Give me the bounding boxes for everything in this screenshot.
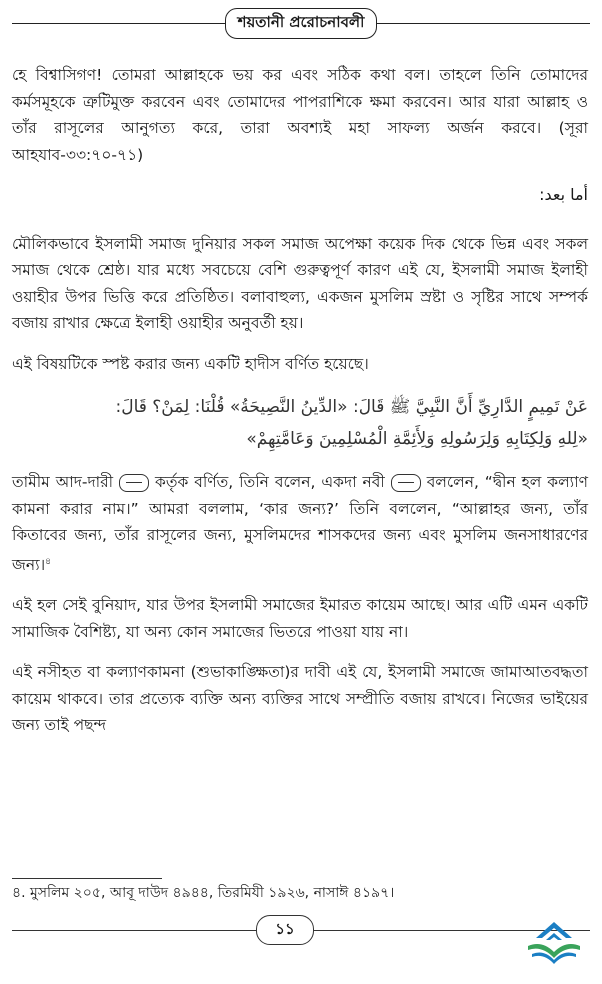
paragraph-hadith-intro: এই বিষয়টিকে স্পষ্ট করার জন্য একটি হাদীস বর্ণিত হয়েছে।: [12, 354, 369, 373]
paragraph-foundation: এই হল সেই বুনিয়াদ, যার উপর ইসলামী সমাজের ইমারত কায়েম আছে। আর এটি এমন একটি সামাজিক বৈশিষ্ট্য, যা অন্য কোন সমাজের ভিতরে পাওয়া যায় না।: [12, 596, 588, 641]
radiallahu-anhu-seal-icon: [119, 474, 149, 492]
narrator-name: তামীম আদ-দারী: [12, 473, 114, 491]
arabic-hadith: [12, 391, 588, 455]
body-text: [12, 62, 588, 753]
hadith-part-c: বললেন, “দ্বীন হল কল্যাণ কামনা করার নাম।” আমরা বললাম, ‘কার জন্য?’ তিনি বললেন, “আল্লাহর জন্য, তাঁর কিতাবের জন্য, তাঁর রাসূলের জন্য, মুসলিমদের শাসকদের জন্য এবং মুসলিম জনসাধারণের জন্য।: [12, 473, 589, 574]
arabic-hadith-line-1: عَنْ تَمِيمٍ الدَّارِيِّ أَنَّ النَّبِيَّ ﷺ قَالَ: «الدِّينُ النَّصِيحَةُ» قُلْنَا: لِمَنْ؟ قَالَ:: [115, 397, 588, 417]
publisher-logo-icon: [522, 918, 586, 966]
running-header: [0, 8, 602, 38]
footnote-ref: ৪: [45, 556, 52, 567]
arabic-hadith-line-2: «لِلهِ وَلِكِتَابِهِ وَلِرَسُولِهِ وَلِأَئِمَّةِ الْمُسْلِمِينَ وَعَامَّتِهِمْ»: [246, 429, 588, 449]
page-number: ১১: [256, 915, 314, 945]
footnote-rule: [12, 878, 162, 879]
header-title: শয়তানী প্ররোচনাবলী: [225, 8, 378, 39]
footnote: ৪. মুসলিম ২০৫, আবূ দাউদ ৪৯৪৪, তিরমিযী ১৯২৬, নাসাঈ ৪১৯৭।: [12, 885, 395, 901]
paragraph-nasihah: এই নসীহত বা কল্যাণকামনা (শুভাকাঙ্ক্ষিতা)র দাবী এই যে, ইসলামী সমাজে জামাআতবদ্ধতা কায়েম থাকবে। তার প্রত্যেক ব্যক্তি অন্য ব্যক্তির সাথে সম্প্রীতি বজায় রাখবে। নিজের ভাইয়ের জন্য তাই পছন্দ: [12, 663, 588, 735]
sallallahu-alaihi-wasallam-seal-icon: [391, 474, 421, 492]
paragraph-quran-translation: হে বিশ্বাসিগণ! তোমরা আল্লাহকে ভয় কর এবং সঠিক কথা বল। তাহলে তিনি তোমাদের কর্মসমূহকে ত্রুটিমুক্ত করবেন এবং তোমাদের পাপরাশিকে ক্ষমা করবেন। আর যারা আল্লাহ ও তাঁর রাসূলের আনুগত্য করে, তারা অবশ্যই মহা সাফল্য অর্জন করবে। (সূরা আহযাব-৩৩:৭০-৭১): [12, 66, 588, 164]
hadith-part-b: কর্তৃক বর্ণিত, তিনি বলেন, একদা নবী: [155, 473, 385, 491]
paragraph-islamic-society: মৌলিকভাবে ইসলামী সমাজ দুনিয়ার সকল সমাজ অপেক্ষা কয়েক দিক থেকে ভিন্ন এবং সকল সমাজ থেকে শ্রেষ্ঠ। যার মধ্যে সবচেয়ে বেশি গুরুত্বপূর্ণ কারণ এই যে, ইসলামী সমাজ ইলাহী ওয়াহীর উপর ভিত্তি করে প্রতিষ্ঠিত। বলাবাহুল্য, একজন মুসলিম স্রষ্টা ও সৃষ্টির সাথে সম্পর্ক বজায় রাখার ক্ষেত্রে ইলাহী ওয়াহীর অনুবর্তী হয়।: [12, 234, 588, 332]
paragraph-hadith-translation: [12, 469, 588, 578]
arabic-amma-bad: أما بعد:: [539, 185, 588, 204]
